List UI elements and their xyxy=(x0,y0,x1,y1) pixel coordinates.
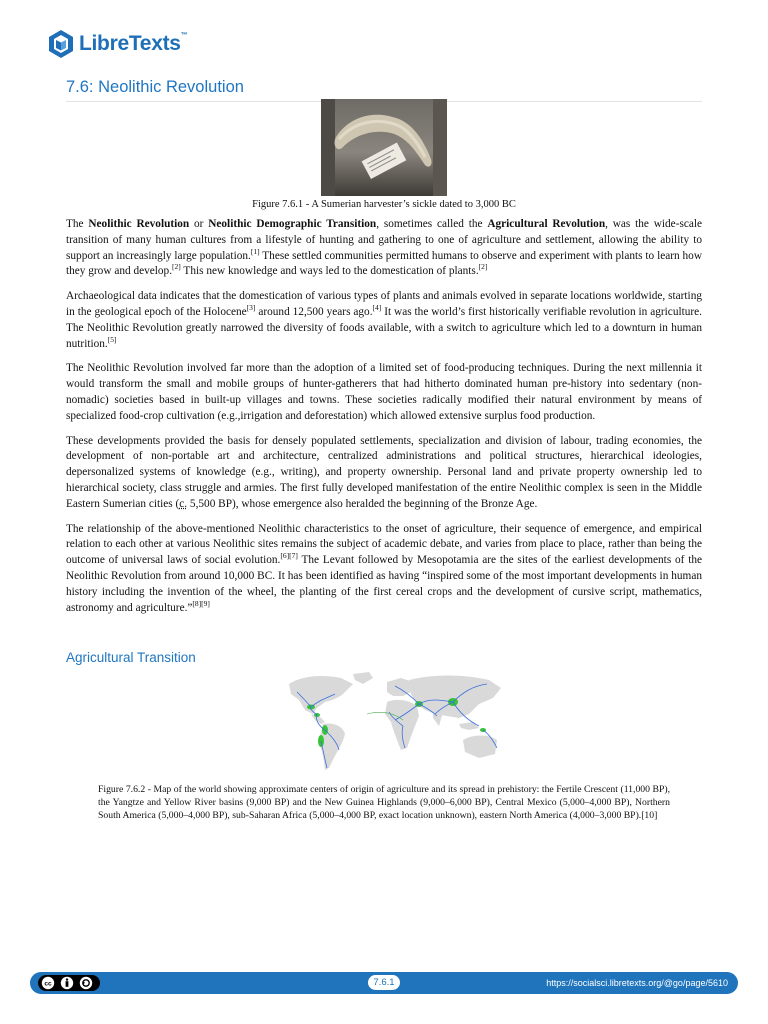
agriculture-origins-world-map xyxy=(283,670,513,778)
cc-icon xyxy=(42,977,54,989)
page-number-badge: 7.6.1 xyxy=(368,975,400,990)
paragraph: Archaeological data indicates that the domestication of various types of plants and animals evolved in separate locations worldwide, starting in the geological epoch of the Holocene[3] around 12,500 years ago.[4] It was the world’s first historically verifiable revolution in agriculture. The Neolithic Revolution greatly narrowed the diversity of foods available, with a switch to agriculture which led to a downturn in human nutrition.[5] xyxy=(66,290,702,350)
section-heading: Agricultural Transition xyxy=(66,650,196,665)
paragraph: The Neolithic Revolution or Neolithic Demographic Transition, sometimes called the Agricultural Revolution, was the wide-scale transition of many human cultures from a lifestyle of hunting and gathering to one of agriculture and settlement, allowing the ability to support an increasingly large population.[1] These settled communities permitted humans to observe and experiment with plants to learn how they grow and develop.[2] This new knowledge and ways led to the domestication of plants.[2] xyxy=(66,218,703,278)
svg-text:cc: cc xyxy=(44,980,52,988)
figure-1-caption: Figure 7.6.1 - A Sumerian harvester’s sickle dated to 3,000 BC xyxy=(252,199,516,210)
citation-link[interactable]: [6][7] xyxy=(280,551,298,561)
citation-link[interactable]: [3] xyxy=(246,303,256,313)
citation-link[interactable]: [4] xyxy=(372,303,382,313)
citation-link[interactable]: [5] xyxy=(107,334,117,344)
page-title: 7.6: Neolithic Revolution xyxy=(66,78,244,96)
cc-by-sa-license-badge[interactable] xyxy=(38,975,100,991)
paragraph: The relationship of the above-mentioned Neolithic characteristics to the onset of agriculture, their sequence of emergence, and empirical relation to each other at various Neolithic sites remains the subject of academic debate, and varies from place to place, rather than being the outcome of universal laws of social evolution.[6][7] The Levant followed by Mesopotamia are the sites of the earliest developments of the Neolithic Revolution from around 10,000 BC. It has been identified as having “inspired some of the most important developments in human history including the invention of the wheel, the planting of the first cereal crops and the development of cursive script, mathematics, astronomy and agriculture.”[8][9] xyxy=(66,522,702,614)
sumerian-sickle-photo xyxy=(321,99,447,196)
figure-2-caption: Figure 7.6.2 - Map of the world showing approximate centers of origin of agriculture and its spread in prehistory: the Fertile Crescent (11,000 BP), the Yangtze and Yellow River basins (9,000 BP) and the New Guinea Highlands (9,000–6,000 BP), Central Mexico (5,000–4,000 BP), Northern South America (5,000–4,000 BP), sub-Saharan Africa (5,000–4,000 BP, exact location unknown), eastern North America (4,000–3,000 BP).[10] xyxy=(98,784,670,821)
citation-link[interactable]: [8][9] xyxy=(192,598,210,608)
footer-bar xyxy=(30,972,738,994)
article-body xyxy=(66,217,702,625)
paragraph: These developments provided the basis for densely populated settlements, specialization and division of labour, trading economies, the development of non-portable art and architecture, centralized administrations and political structures, hierarchical ideologies, depersonalized systems of knowledge (e.g., writing), and property ownership. Personal land and private property ownership led to hierarchical society, class struggle and armies. The first fully developed manifestation of the entire Neolithic complex is seen in the Middle Eastern Sumerian cities (c. 5,500 BP), whose emergence also heralded the beginning of the Bronze Age. xyxy=(66,434,702,510)
page-permalink[interactable]: https://socialsci.libretexts.org/@go/page/5610 xyxy=(546,978,728,988)
libretexts-logo[interactable] xyxy=(46,27,187,61)
brand-name: LibreTexts™ xyxy=(79,32,188,55)
sa-icon xyxy=(80,977,92,989)
paragraph: The Neolithic Revolution involved far more than the adoption of a limited set of food-producing techniques. During the next millennia it would transform the small and mobile groups of hunter-gatherers that had hitherto dominated human pre-history into sedentary (non-nomadic) societies based in built-up villages and towns. These societies radically modified their natural environment by means of specialized food-crop cultivation (e.g.,irrigation and deforestation) which allowed extensive surplus food production. xyxy=(66,362,702,422)
citation-link[interactable]: [2] xyxy=(172,262,181,272)
circa-abbreviation[interactable]: c. xyxy=(179,497,188,510)
by-icon xyxy=(61,977,73,989)
libretexts-logo-icon xyxy=(46,29,76,59)
citation-link[interactable]: [1] xyxy=(250,246,260,256)
citation-link[interactable]: [2] xyxy=(478,262,488,272)
